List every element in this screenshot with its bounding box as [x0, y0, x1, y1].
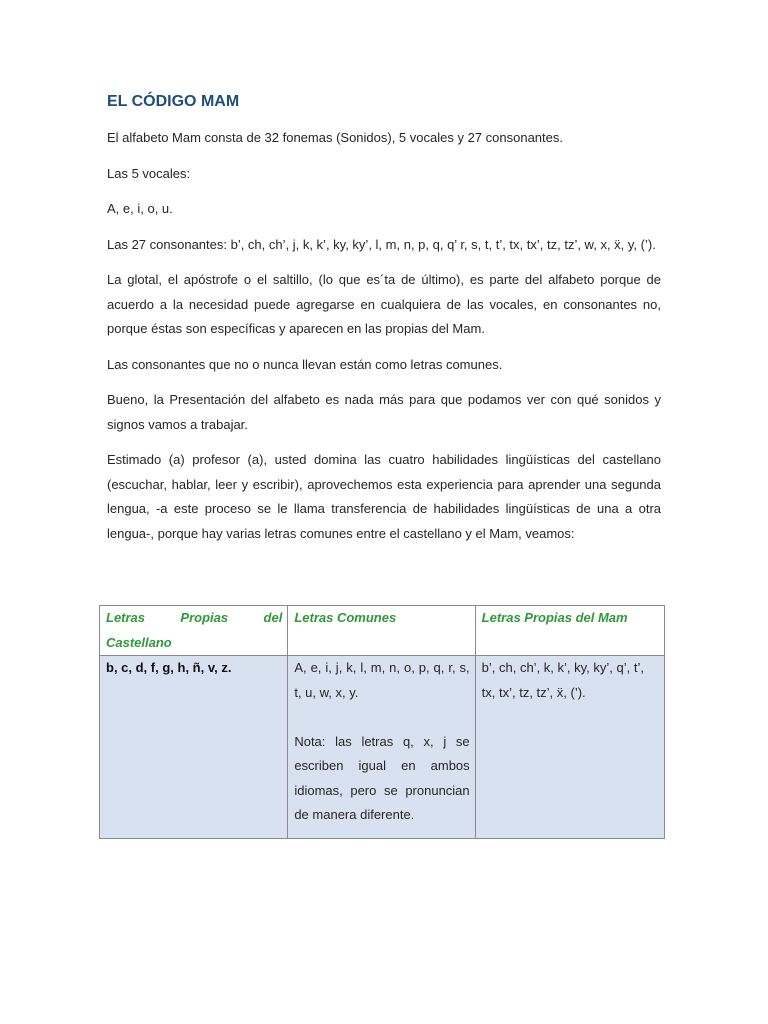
paragraph-presentation: Bueno, la Presentación del alfabeto es nada más para que podamos ver con qué sonidos y signos vamos a trabajar. [107, 392, 661, 432]
paragraph-glottal: La glotal, el apóstrofe o el saltillo, (lo que es´ta de último), es parte del alfabeto porque de acuerdo a la necesidad puede agregarse en cualquiera de las vocales, en consonantes no, porque éstas son específicas y aparecen en las propias del Mam. [107, 272, 661, 336]
paragraph-vowels-list: A, e, i, o, u. [107, 201, 173, 216]
header-castellano-line2: Castellano [106, 634, 172, 650]
paragraph-alphabet-intro: El alfabeto Mam consta de 32 fonemas (Sonidos), 5 vocales y 27 consonantes. [107, 130, 563, 145]
table-row [100, 656, 665, 839]
letters-comparison-table [99, 605, 665, 839]
table-header-row [100, 606, 665, 656]
document-title: EL CÓDIGO MAM [107, 93, 240, 110]
common-letters-value: A, e, i, j, k, l, m, n, o, p, q, r, s, t, u, w, x, y. [294, 660, 470, 700]
cell-common-letters [288, 656, 475, 839]
paragraph-consonants-list: Las 27 consonantes: b’, ch, ch’, j, k, k’, ky, ky’, l, m, n, p, q, q’ r, s, t, t’, tx, tx’, tz, tz’, w, x, ẍ, y, (’). [107, 236, 656, 252]
cell-mam-letters [475, 656, 664, 839]
header-mam-letters: Letras Propias del Mam [475, 606, 664, 656]
header-castellano-line1: Letras Propias del [106, 610, 283, 625]
paragraph-common-letters: Las consonantes que no o nunca llevan están como letras comunes. [107, 356, 503, 372]
document-body [107, 92, 661, 557]
paragraph-teacher-note: Estimado (a) profesor (a), usted domina las cuatro habilidades lingüísticas del castellano (escuchar, hablar, leer y escribir), aprovechemos esta experiencia para aprender una segunda lengua, -a este proceso se le llama transferencia de habilidades lingüísticas de una a otra lengua-, porque hay varias letras comunes entre el castellano y el Mam, veamos: [107, 452, 661, 541]
castellano-letters-value: b, c, d, f, g, h, ñ, v, z. [106, 660, 232, 675]
common-letters-note: Nota: las letras q, x, j se escriben igual en ambos idiomas, pero se pronuncian de manera diferente. [294, 733, 470, 822]
mam-letters-value: b’, ch, ch’, k, k’, ky, ky’, q’, t’, tx, tx’, tz, tz’, ẍ, (’). [481, 660, 644, 700]
header-castellano-letters [100, 606, 288, 656]
paragraph-vowels-heading: Las 5 vocales: [107, 165, 191, 181]
header-common-letters: Letras Comunes [288, 606, 475, 656]
cell-castellano-letters [100, 656, 288, 839]
